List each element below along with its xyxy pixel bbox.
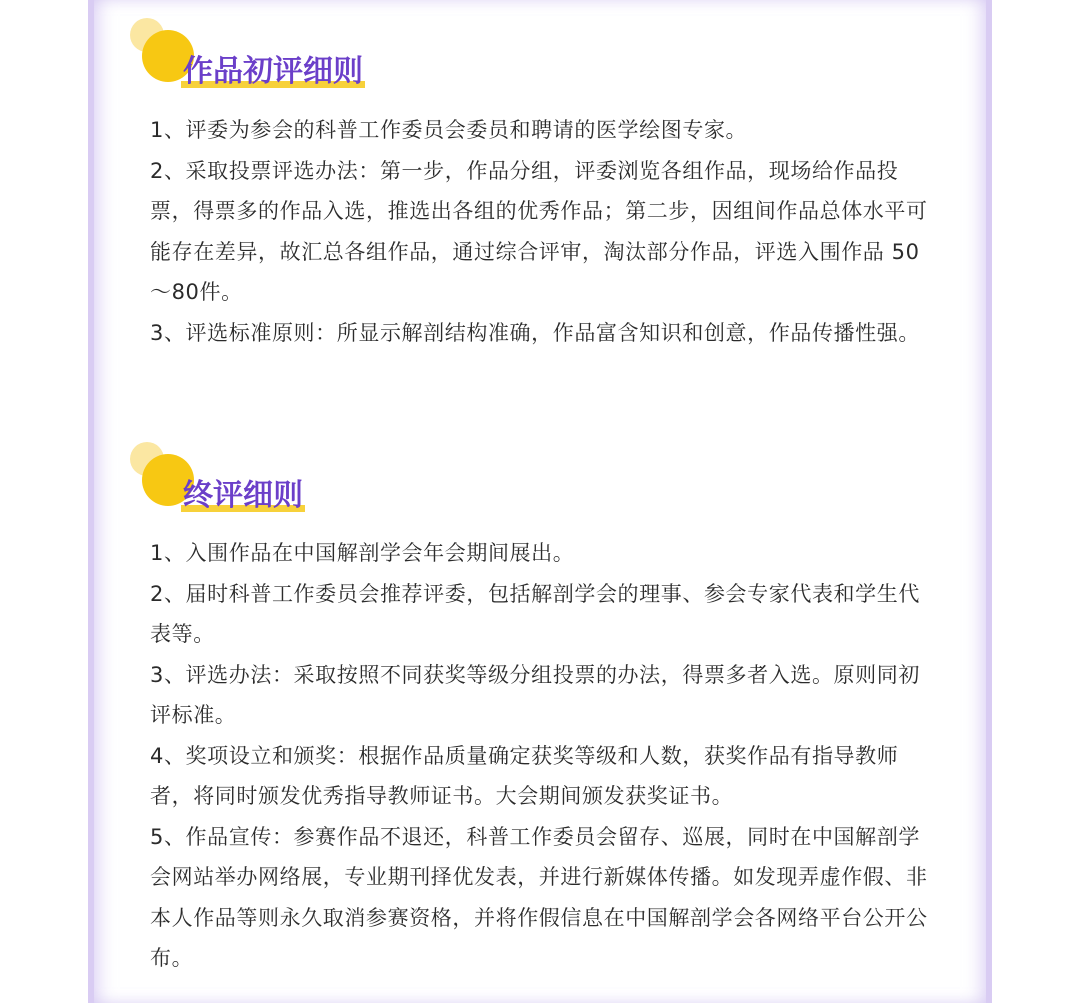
preliminary-rules-list bbox=[150, 110, 940, 353]
list-item: 2、届时科普工作委员会推荐评委，包括解剖学会的理事、参会专家代表和学生代表等。 bbox=[150, 581, 920, 646]
list-item: 3、评选办法：采取按照不同获奖等级分组投票的办法，得票多者入选。原则同初评标准。 bbox=[150, 662, 920, 727]
list-item: 5、作品宣传：参赛作品不退还，科普工作委员会留存、巡展，同时在中国解剖学会网站举办网络展，专业期刊择优发表，并进行新媒体传播。如发现弄虚作假、非本人作品等则永久取消参赛资格，并将作假信息在中国解剖学会各网络平台公开公布。 bbox=[150, 824, 928, 970]
section-title: 作品初评细则 bbox=[181, 52, 365, 92]
section-heading-final bbox=[128, 440, 428, 520]
final-rules-list bbox=[150, 533, 940, 979]
list-item: 2、采取投票评选办法：第一步，作品分组，评委浏览各组作品，现场给作品投票，得票多的作品入选，推选出各组的优秀作品；第二步，因组间作品总体水平可能存在差异，故汇总各组作品，通过综合评审，淘汰部分作品，评选入围作品 50～80件。 bbox=[150, 158, 928, 304]
section-heading-preliminary bbox=[128, 14, 428, 94]
section-title: 终评细则 bbox=[181, 476, 305, 516]
list-item: 1、入围作品在中国解剖学会年会期间展出。 bbox=[150, 541, 575, 565]
list-item: 3、评选标准原则：所显示解剖结构准确，作品富含知识和创意，作品传播性强。 bbox=[150, 320, 920, 345]
list-item: 4、奖项设立和颁奖：根据作品质量确定获奖等级和人数，获奖作品有指导教师者，将同时颁发优秀指导教师证书。大会期间颁发获奖证书。 bbox=[150, 743, 899, 808]
list-item: 1、评委为参会的科普工作委员会委员和聘请的医学绘图专家。 bbox=[150, 118, 748, 142]
